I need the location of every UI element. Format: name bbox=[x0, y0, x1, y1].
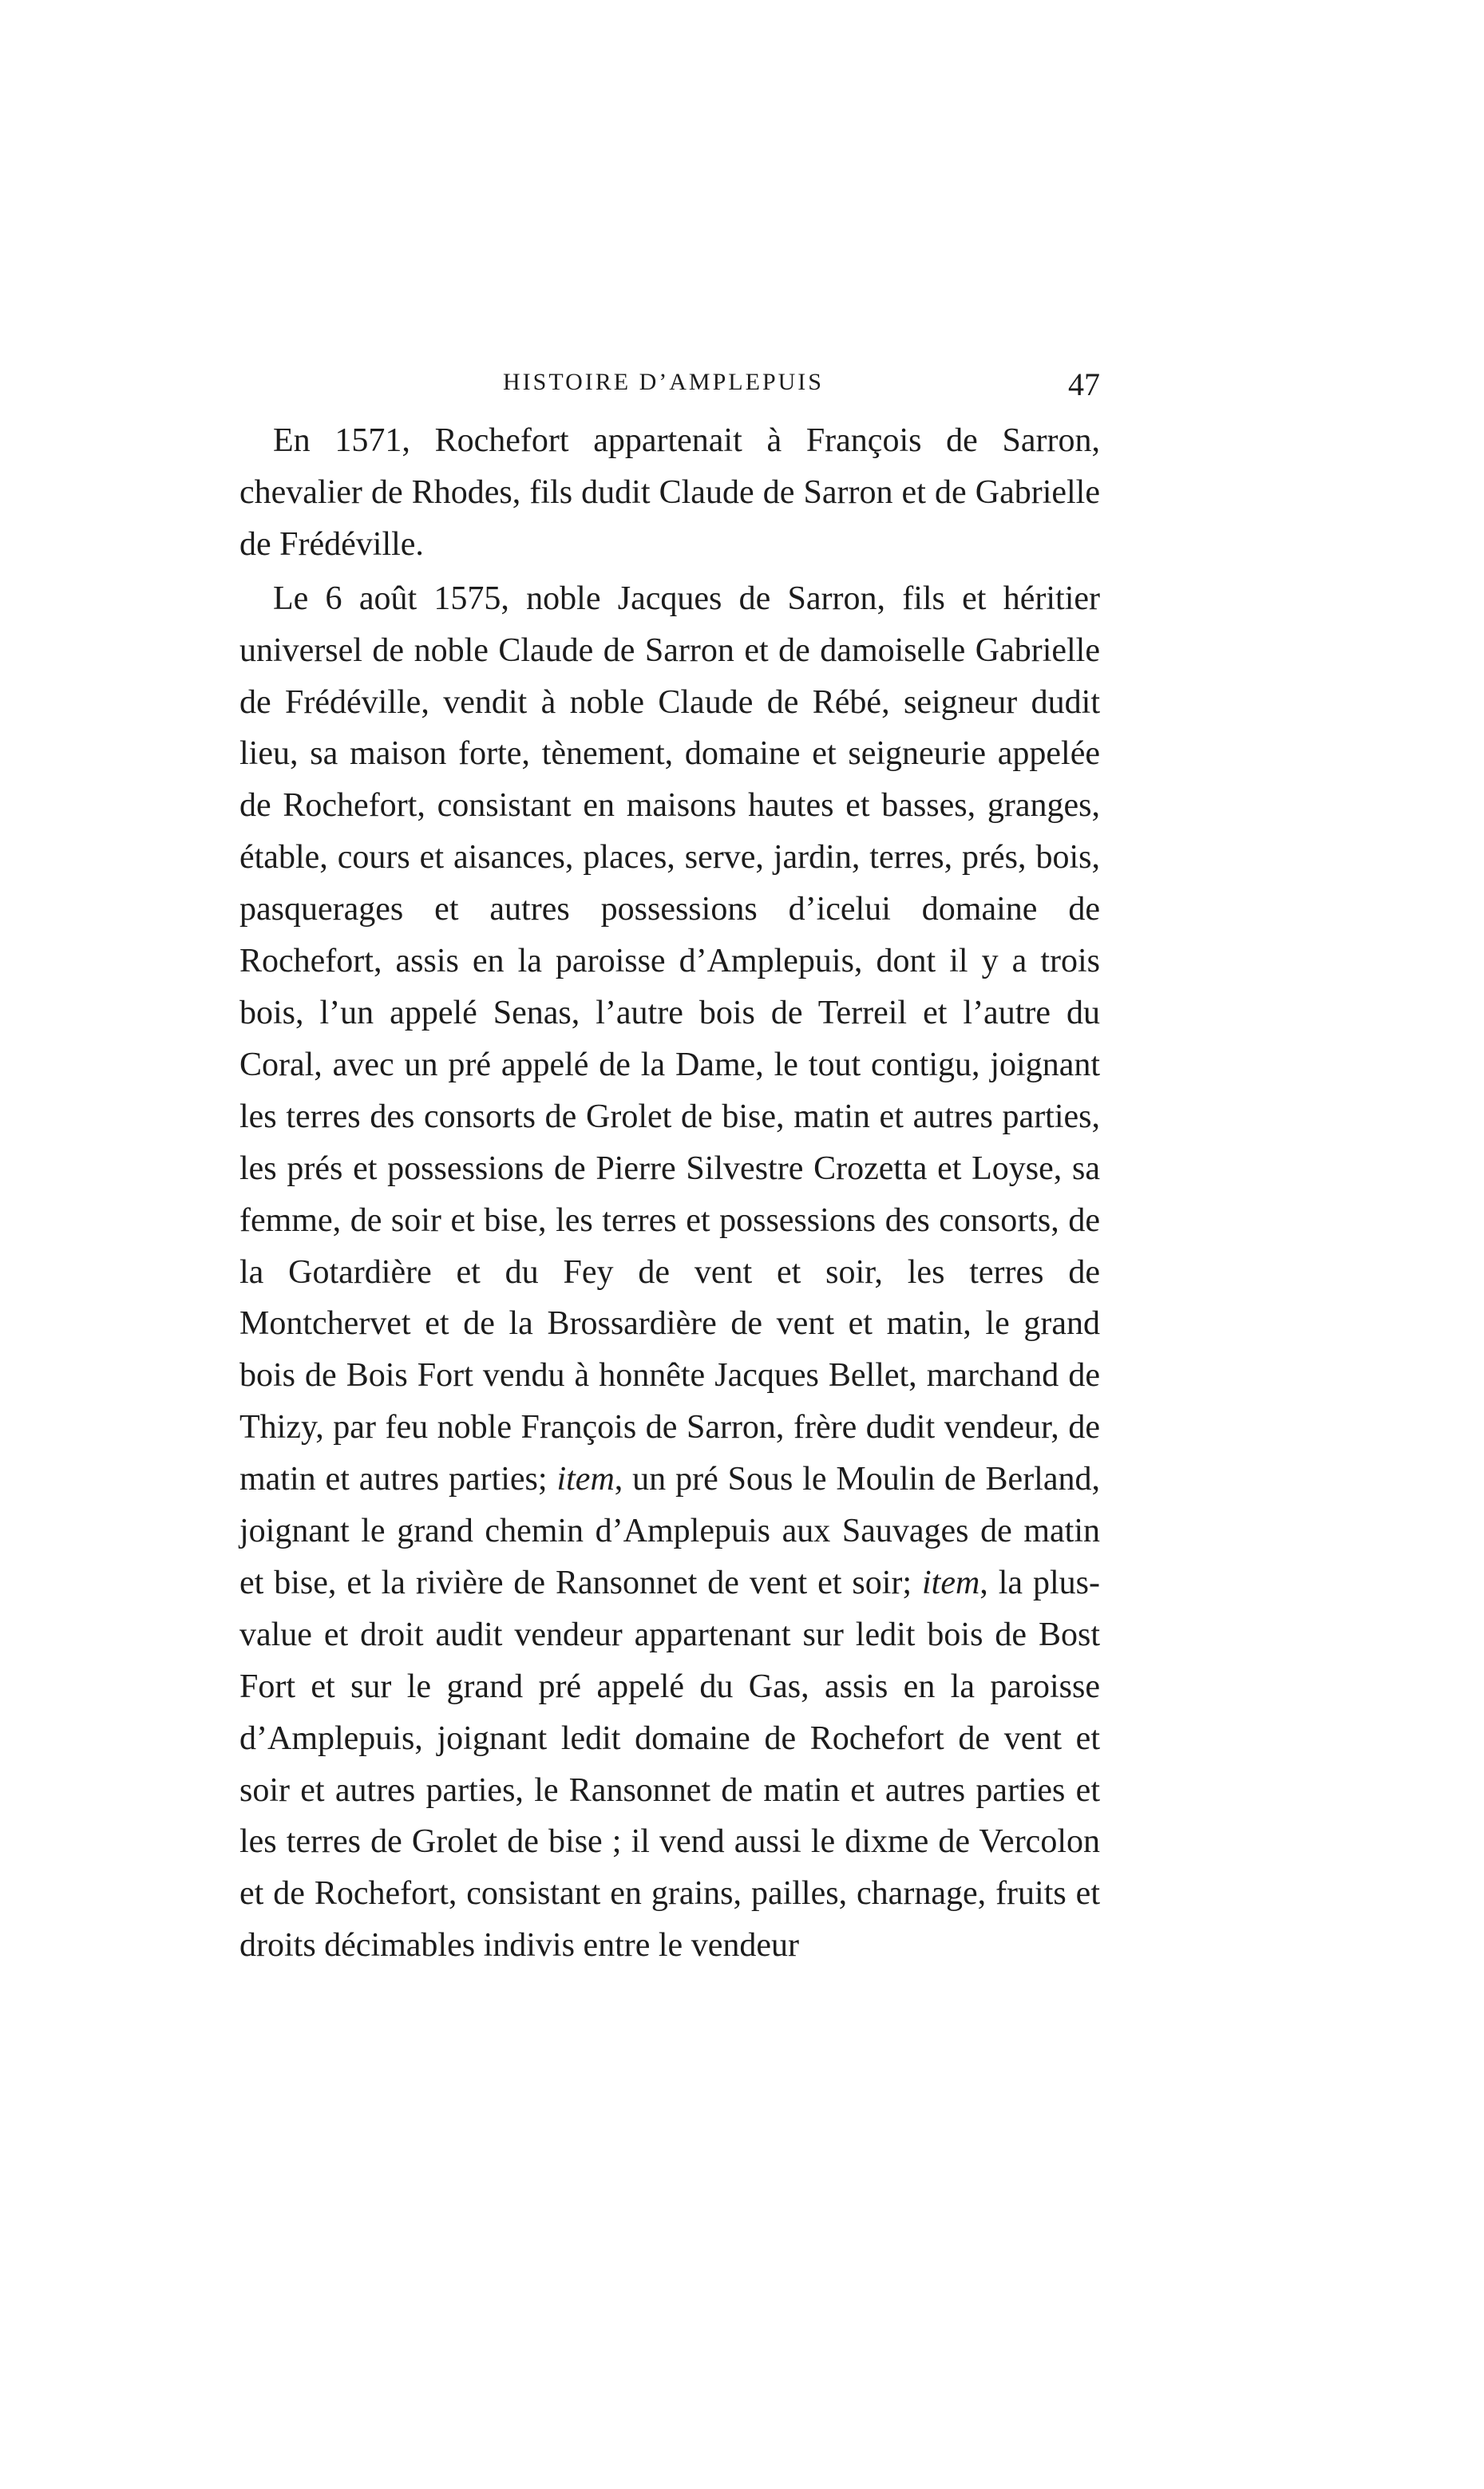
text-segment: En 1571, Rochefort appartenait à François de Sarron, chevalier de Rhodes, fils dudit Claude de Sarron et de Gabrielle de Frédéville. bbox=[239, 422, 1100, 563]
text-segment: , un pré Sous le Moulin de Berland, joignant le grand chemin d’Amplepuis aux Sauvages de matin et bise, et la rivière de Ransonnet de vent et soir; bbox=[239, 1461, 1100, 1601]
text-segment: , la plus-value et droit audit vendeur appartenant sur ledit bois de Bost Fort et sur le grand pré appelé du Gas, assis en la paroisse d’Amplepuis, joignant ledit domaine de Rochefort de vent et soir et autres parties, le Ransonnet de matin et autres parties et les terres de Grolet de bise ; il vend aussi le dixme de Vercolon et de Rochefort, consistant en grains, pailles, charnage, fruits et droits décimables indivis entre le vendeur bbox=[239, 1564, 1100, 1965]
page-number: 47 bbox=[1068, 366, 1100, 402]
italic-term: item bbox=[556, 1461, 615, 1498]
paragraph-2 bbox=[239, 573, 1100, 1972]
italic-term: item bbox=[921, 1564, 980, 1601]
paragraph-1 bbox=[239, 415, 1100, 571]
text-segment: Le 6 août 1575, noble Jacques de Sarron, fils et héritier universel de noble Claude de Sarron et de damoiselle Gabrielle de Frédéville, vendit à noble Claude de Rébé, seigneur dudit lieu, sa maison forte, tènement, domaine et seigneurie appelée de Rochefort, consistant en maisons hautes et basses, granges, étable, cours et aisances, places, serve, jardin, terres, prés, bois, pasquerages et autres possessions d’icelui domaine de Rochefort, assis en la paroisse d’Amplepuis, dont il y a trois bois, l’un appelé Senas, l’autre bois de Terreil et l’autre du Coral, avec un pré appelé de la Dame, le tout contigu, joignant les terres des consorts de Grolet de bise, matin et autres parties, les prés et possessions de Pierre Silvestre Crozetta et Loyse, sa femme, de soir et bise, les terres et possessions des consorts, de la Gotardière et du Fey de vent et soir, les terres de Montchervet et de la Brossardière de vent et matin, le grand bois de Bois Fort vendu à honnête Jacques Bellet, marchand de Thizy, par feu noble François de Sarron, frère dudit vendeur, de matin et autres parties; bbox=[239, 580, 1100, 1498]
running-head bbox=[239, 366, 1100, 414]
body-text bbox=[239, 415, 1100, 1972]
running-title: HISTOIRE D’AMPLEPUIS bbox=[503, 369, 824, 395]
